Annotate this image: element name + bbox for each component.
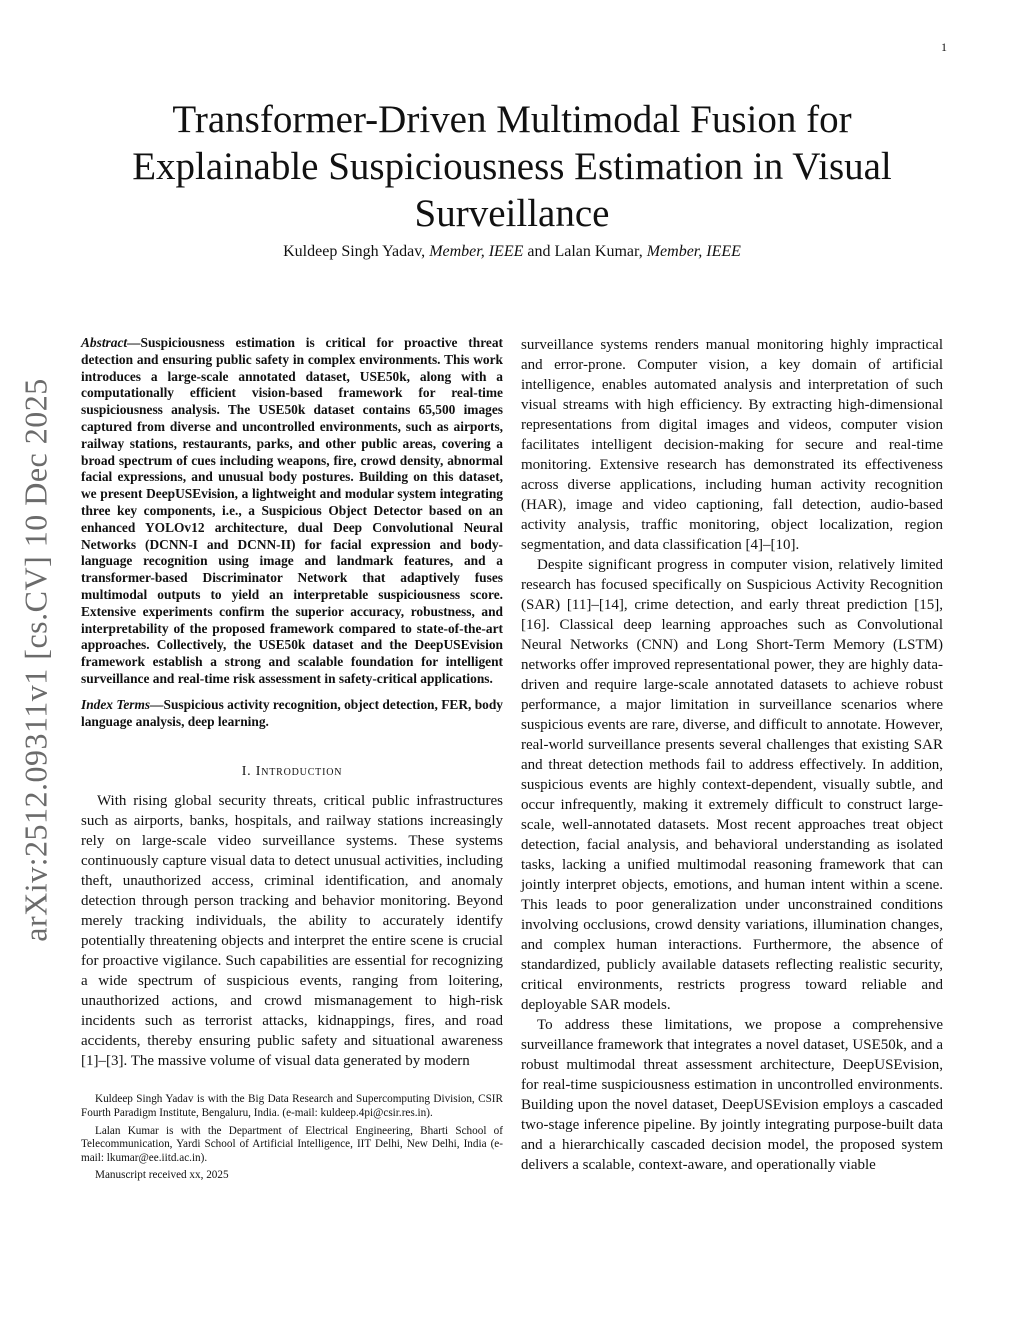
abstract-text: Suspiciousness estimation is critical for proactive threat detection and ensuring public safety in complex environments. This work introduces a large-scale annotated dataset, USE50k, along with a computationally efficient vision-based framework for real-time suspiciousness analysis. The USE50k dataset contains 65,500 images captured from diverse and uncontrolled environments, such as airports, railway stations, restaurants, parks, and other public areas, covering a broad spectrum of cues including weapons, fire, crowd density, abnormal facial expressions, and unusual body postures. Building on this dataset, we present DeepUSEvision, a lightweight and modular system integrating three key components, i.e., a Suspicious Object Detector based on an enhanced YOLOv12 architecture, dual Deep Convolutional Neural Networks (DCNN-I and DCNN-II) for facial expression and body-language recognition using image and landmark features, and a transformer-based Discriminator Network that adaptively fuses multimodal outputs to yield an interpretable suspiciousness score. Extensive experiments confirm the superior accuracy, robustness, and interpretability of the proposed framework compared to state-of-the-art approaches. Collectively, the USE50k dataset and the DeepUSEvision framework establish a strong and scalable foundation for intelligent surveillance and real-time risk assessment in safety-critical applications. — [81, 335, 503, 686]
footnote-manuscript: Manuscript received xx, 2025 — [95, 1169, 229, 1182]
index-terms — [81, 697, 503, 731]
right-column — [521, 335, 943, 1175]
paper-title: Transformer-Driven Multimodal Fusion for Explainable Suspiciousness Estimation in Visual Surveillance — [132, 98, 892, 235]
body-paragraph: With rising global security threats, critical public infrastructures such as airports, banks, hospitals, and railway stations increasingly rely on large-scale video surveillance systems. These systems continuously capture visual data to detect unusual activities, including theft, unauthorized access, criminal identification, and anomaly detection through person tracking and behavior monitoring. Beyond merely tracking individuals, the ability to accurately identify potentially threatening objects and interpret the entire scene is crucial for proactive vigilance. Such capabilities are essential for recognizing a wide spectrum of suspicious events, ranging from loitering, unauthorized actions, and crowd mismanagement to high-risk incidents such as terrorist attacks, kidnappings, fires, and road accidents, thereby ensuring public safety and situational awareness [1]–[3]. The massive volume of visual data generated by modern — [81, 793, 503, 1070]
author-name: Lalan Kumar, — [554, 243, 643, 260]
author-role: Member, IEEE — [646, 243, 741, 260]
author-name: Kuldeep Singh Yadav, — [283, 243, 426, 260]
author-role: Member, IEEE — [429, 243, 524, 260]
page-number: 1 — [941, 40, 947, 54]
index-terms-text: Suspicious activity recognition, object detection, FER, body language analysis, deep learning. — [81, 696, 503, 729]
arxiv-identifier[interactable]: arXiv:2512.09311v1 [cs.CV] 10 Dec 2025 — [17, 378, 54, 942]
footnotes — [81, 1093, 503, 1183]
abstract — [81, 335, 503, 688]
body-paragraph: surveillance systems renders manual monitoring highly impractical and error-prone. Computer vision, a key domain of artificial intelligence, enables automated analysis and interpretation of such visual streams with high efficiency. By extracting high-dimensional representations from digital images and videos, computer vision facilitates intelligent decision-making for secure and real-time monitoring. Extensive research has demonstrated its effectiveness across diverse applications, including human activity recognition (HAR), image and video captioning, fall detection, audio-based activity analysis, traffic monitoring, object localization, region segmentation, and data classification [4]–[10]. — [521, 337, 943, 553]
section-heading: I. Introduction — [241, 764, 343, 780]
abstract-label: Abstract— — [81, 335, 141, 350]
author-line — [90, 243, 934, 261]
body-paragraph: Despite significant progress in computer vision, relatively limited research has focused specifically on Suspicious Activity Recognition (SAR) [11]–[14], crime detection, and early threat prediction [15], [16]. Classical deep learning approaches such as Convolutional Neural Networks (CNN) and Long Short-Term Memory (LSTM) networks offer improved representational power, they are highly data-driven and require large-scale annotated datasets to achieve robust performance, a major limitation in surveillance scenarios where suspicious events are rare, diverse, and difficult to annotate. However, real-world surveillance presents several challenges that existing SAR and threat detection methods fail to address effectively. In addition, suspicious events are highly context-dependent, visually subtle, and occur infrequently, making it extremely difficult to construct large-scale, well-annotated datasets. Most recent approaches treat object detection, facial analysis, and behavioral understanding as isolated tasks, lacking a unified multimodal reasoning framework that can jointly interpret objects, emotions, and human intent within a scene. This leads to poor generalization under unconstrained conditions involving occlusions, crowd density variations, illumination changes, and complex human interactions. Furthermore, the absence of standardized, publicly available datasets reflecting realistic security, critical environments, restricts progress toward reliable and deployable SAR models. — [521, 557, 943, 1013]
left-column — [81, 335, 503, 1187]
index-terms-label: Index Terms— — [81, 696, 164, 712]
footnote-author1: Kuldeep Singh Yadav is with the Big Data Research and Supercomputing Division, CSIR Fourth Paradigm Institute, Bengaluru, India. (e-mail: kuldeep.4pi@csir.res.in). — [81, 1093, 503, 1119]
footnote-author2: Lalan Kumar is with the Department of Electrical Engineering, Bharti School of Telecommunication, Yardi School of Artificial Intelligence, IIT Delhi, New Delhi, India (e-mail: lkumar@ee.iitd.ac.in). — [81, 1124, 503, 1164]
body-paragraph: To address these limitations, we propose a comprehensive surveillance framework that integrates a novel dataset, USE50k, and a robust multimodal threat assessment architecture, DeepUSEvision, for real-time suspiciousness estimation in uncontrolled environments. Building upon the novel dataset, DeepUSEvision employs a cascaded two-stage inference pipeline. By jointly integrating purpose-built data and a hierarchically cascaded decision model, the proposed system delivers a scalable, context-aware, and operationally viable — [521, 1017, 943, 1173]
author-conjunction: and — [527, 243, 551, 260]
